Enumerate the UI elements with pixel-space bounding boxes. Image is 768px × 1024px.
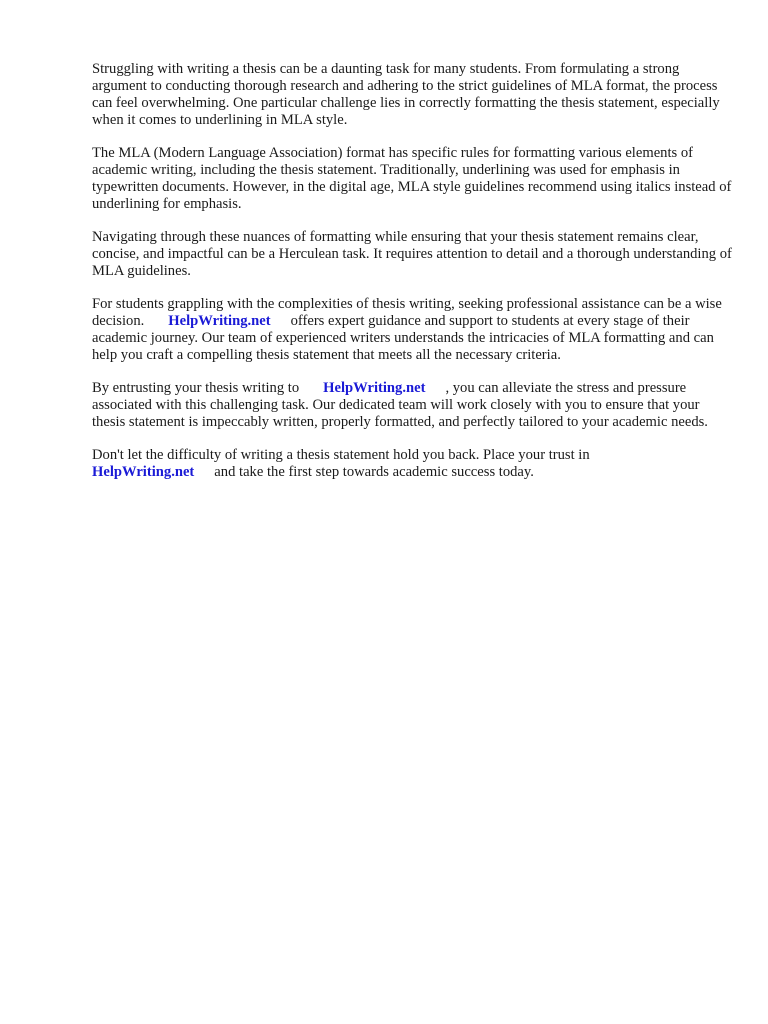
paragraph-closing-lead: Don't let the difficulty of writing a thesis statement hold you back. Place your trust in xyxy=(92,447,590,463)
paragraph-nuances: Navigating through these nuances of formatting while ensuring that your thesis statement remains clear, concise, and impactful can be a Herculean task. It requires attention to detail and a thorough understanding of MLA guidelines. xyxy=(92,229,732,279)
paragraph-mla-rules: The MLA (Modern Language Association) format has specific rules for formatting various elements of academic writing, including the thesis statement. Traditionally, underlining was used for emphasis in typewritten documents. However, in the digital age, MLA style guidelines recommend using italics instead of underlining for emphasis. xyxy=(92,145,732,212)
paragraph-assistance xyxy=(92,296,732,364)
helpwriting-link-1[interactable]: HelpWriting.net xyxy=(168,313,271,329)
paragraph-assistance-lead: For students grappling with the complexities of thesis writing, seeking professional assistance can be a wise decision. xyxy=(92,296,722,329)
document-body xyxy=(92,61,732,497)
paragraph-entrusting-tail: , you can alleviate the stress and pressure associated with this challenging task. Our dedicated team will work closely with you to ensure that your thesis statement is impeccably written, properly formatted, and perfectly tailored to your academic needs. xyxy=(92,380,708,430)
paragraph-entrusting xyxy=(92,380,732,431)
paragraph-assistance-tail: offers expert guidance and support to students at every stage of their academic journey. Our team of experienced writers understands the intricacies of MLA formatting and can help you craft a compelling thesis statement that meets all the necessary criteria. xyxy=(92,313,714,363)
paragraph-entrusting-lead: By entrusting your thesis writing to xyxy=(92,380,300,396)
paragraph-intro: Struggling with writing a thesis can be a daunting task for many students. From formulating a strong argument to conducting thorough research and adhering to the strict guidelines of MLA format, the process can feel overwhelming. One particular challenge lies in correctly formatting the thesis statement, especially when it comes to underlining in MLA style. xyxy=(92,61,720,128)
paragraph-closing xyxy=(92,447,732,481)
paragraph-closing-tail: and take the first step towards academic success today. xyxy=(214,464,534,480)
helpwriting-link-3[interactable]: HelpWriting.net xyxy=(92,464,195,480)
helpwriting-link-2[interactable]: HelpWriting.net xyxy=(323,380,426,396)
